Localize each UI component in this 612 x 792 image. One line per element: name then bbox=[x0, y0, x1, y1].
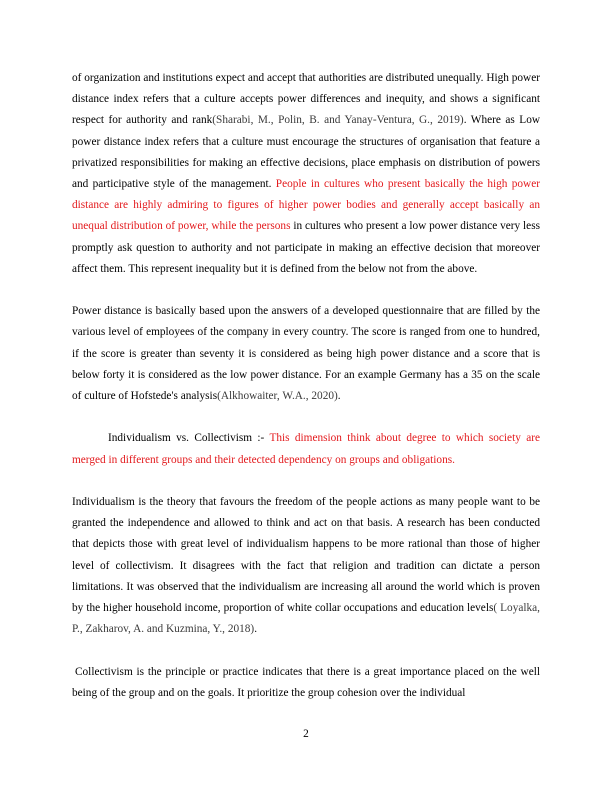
citation: (Alkhowaiter, W.A., 2020) bbox=[217, 390, 338, 403]
citation: (Sharabi, M., Polin, B. and Yanay-Ventura, G., 2019) bbox=[212, 114, 464, 127]
document-body bbox=[72, 68, 540, 725]
text-run: Power distance is basically based upon the answers of a developed questionnaire that are filled by the various level of employees of the company in every country. The score is ranged from one to hundred, if the score is greater than seventy it is considered as being high power distance and a score that is below forty it is considered as the low power distance. For an example Germany has a 35 on the scale of culture of Hofstede's analysis bbox=[72, 305, 540, 403]
citation: ( Loyalka, P., Zakharov, A. and Kuzmina, Y., 2018) bbox=[72, 602, 540, 636]
paragraph-power-distance-index bbox=[72, 68, 540, 280]
text-run: in cultures who present a low power distance very less promptly ask question to authority and not participate in making an effective decision that moreover affect them. This represent inequality but it is defined from the below not from the above. bbox=[72, 220, 540, 275]
section-label: Individualism vs. Collectivism :- bbox=[108, 432, 270, 445]
text-run: Collectivism is the principle or practice indicates that there is a great importance placed on the well being of the group and on the goals. It prioritize the group cohesion over the individual bbox=[72, 665, 540, 699]
paragraph-individualism-heading bbox=[72, 428, 540, 470]
paragraph-collectivism bbox=[72, 662, 540, 704]
paragraph-power-distance-score bbox=[72, 301, 540, 407]
text-run: of organization and institutions expect and accept that authorities are distributed unequally. High power distance index refers that a culture accepts power differences and inequity, and shows a significant respect for authority and rank bbox=[72, 72, 540, 127]
text-run: . bbox=[254, 623, 258, 636]
page-number: 2 bbox=[303, 728, 309, 740]
text-run: . Where as Low power distance index refers that a culture must encourage the structures of organisation that feature a privatized responsibilities for making an effective decisions, place emphasis on distribution of powers and participative style of the management. bbox=[72, 114, 540, 191]
paragraph-individualism bbox=[72, 492, 540, 640]
highlighted-text: People in cultures who present basically the high power distance are highly admiring to figures of higher power bodies and generally accept basically an unequal distribution of power, while the persons bbox=[72, 178, 540, 233]
text-run: Individualism is the theory that favours the freedom of the people actions as many people want to be granted the independence and allowed to think and act on that basis. A research has been conducted that depicts those with great level of individualism happens to be more rational than those of higher level of collectivism. It disagrees with the fact that religion and tradition can dictate a person limitations. It was observed that the individualism are increasing all around the world which is proven by the higher household income, proportion of white collar occupations and education levels bbox=[72, 496, 540, 615]
highlighted-text: This dimension think about degree to which society are merged in different groups and their detected dependency on groups and obligations. bbox=[72, 432, 540, 466]
text-run: . bbox=[337, 390, 341, 403]
